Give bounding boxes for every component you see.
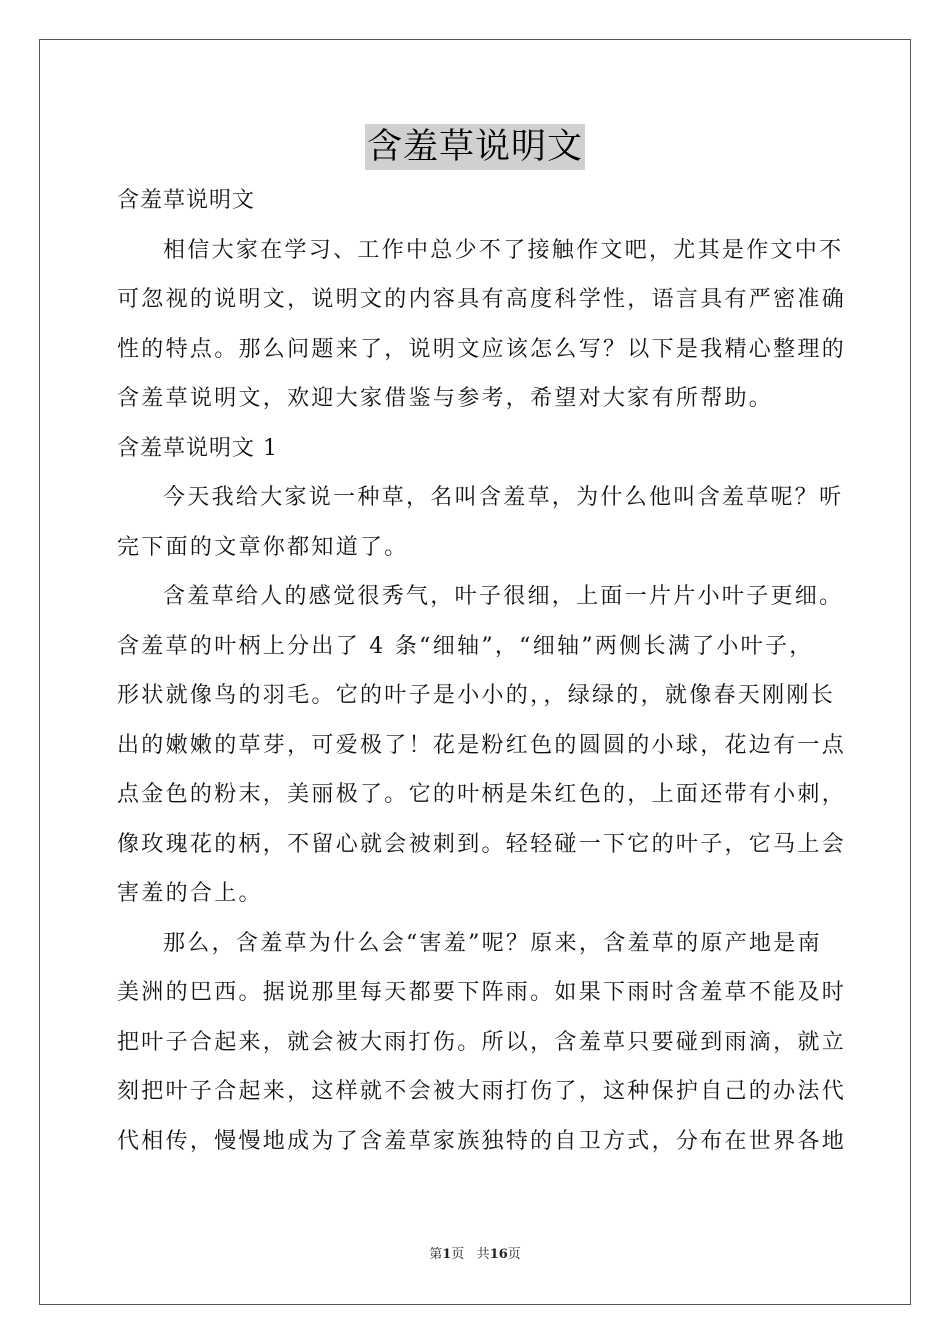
text-line: 那么，含羞草为什么会“害羞”呢？原来，含羞草的原产地是南 (163, 930, 822, 956)
section-heading: 含羞草说明文 (117, 188, 256, 213)
text-line: 形状就像鸟的羽毛。它的叶子是小小的，，绿绿的，就像春天刚刚长 (117, 683, 836, 708)
text-line: 含羞草的叶柄上分出了 4 条“细轴”，“细轴”两侧长满了小叶子， (117, 633, 814, 659)
text-line: 刻把叶子合起来，这样就不会被大雨打伤了，这种保护自己的办法代 (117, 1079, 847, 1104)
text-line: 可忽视的说明文，说明文的内容具有高度科学性，语言具有严密准确 (117, 287, 847, 312)
text-line: 完下面的文章你都知道了。 (117, 534, 409, 560)
footer-current-page: 1 (442, 1247, 452, 1262)
text-line: 性的特点。那么问题来了，说明文应该怎么写？以下是我精心整理的 (117, 336, 847, 362)
document-title: 含羞草说明文 (365, 124, 585, 170)
text-line: 美洲的巴西。据说那里每天都要下阵雨。如果下雨时含羞草不能及时 (117, 980, 847, 1005)
document-body (117, 176, 847, 1166)
footer-page-word: 页 (451, 1247, 465, 1262)
text-line: 像玫瑰花的柄，不留心就会被刺到。轻轻碰一下它的叶子，它马上会 (117, 831, 847, 857)
text-line: 含羞草说明文，欢迎大家借鉴与参考，希望对大家有所帮助。 (117, 386, 774, 411)
title-container (0, 124, 950, 170)
page-footer (0, 1246, 950, 1264)
text-line: 出的嫩嫩的草芽，可爱极了！花是粉红色的圆圆的小球，花边有一点 (117, 732, 847, 758)
footer-prefix: 第 (429, 1247, 443, 1262)
text-line: 相信大家在学习、工作中总少不了接触作文吧，尤其是作文中不 (163, 237, 844, 263)
text-line: 代相传，慢慢地成为了含羞草家族独特的自卫方式，分布在世界各地 (117, 1128, 847, 1154)
text-line: 把叶子合起来，就会被大雨打伤。所以，含羞草只要碰到雨滴，就立 (117, 1029, 847, 1055)
text-line: 今天我给大家说一种草，名叫含羞草，为什么他叫含羞草呢？听 (163, 485, 844, 510)
text-line: 含羞草给人的感觉很秀气，叶子很细，上面一片片小叶子更细。 (163, 584, 844, 609)
text-line: 害羞的合上。 (117, 881, 263, 906)
footer-total-prefix: 共 (476, 1247, 490, 1262)
footer-total-suffix: 页 (507, 1247, 521, 1262)
section-heading: 含羞草说明文 1 (117, 435, 278, 461)
footer-total-pages: 16 (489, 1247, 508, 1262)
text-line: 点金色的粉末，美丽极了。它的叶柄是朱红色的，上面还带有小刺， (117, 782, 847, 807)
